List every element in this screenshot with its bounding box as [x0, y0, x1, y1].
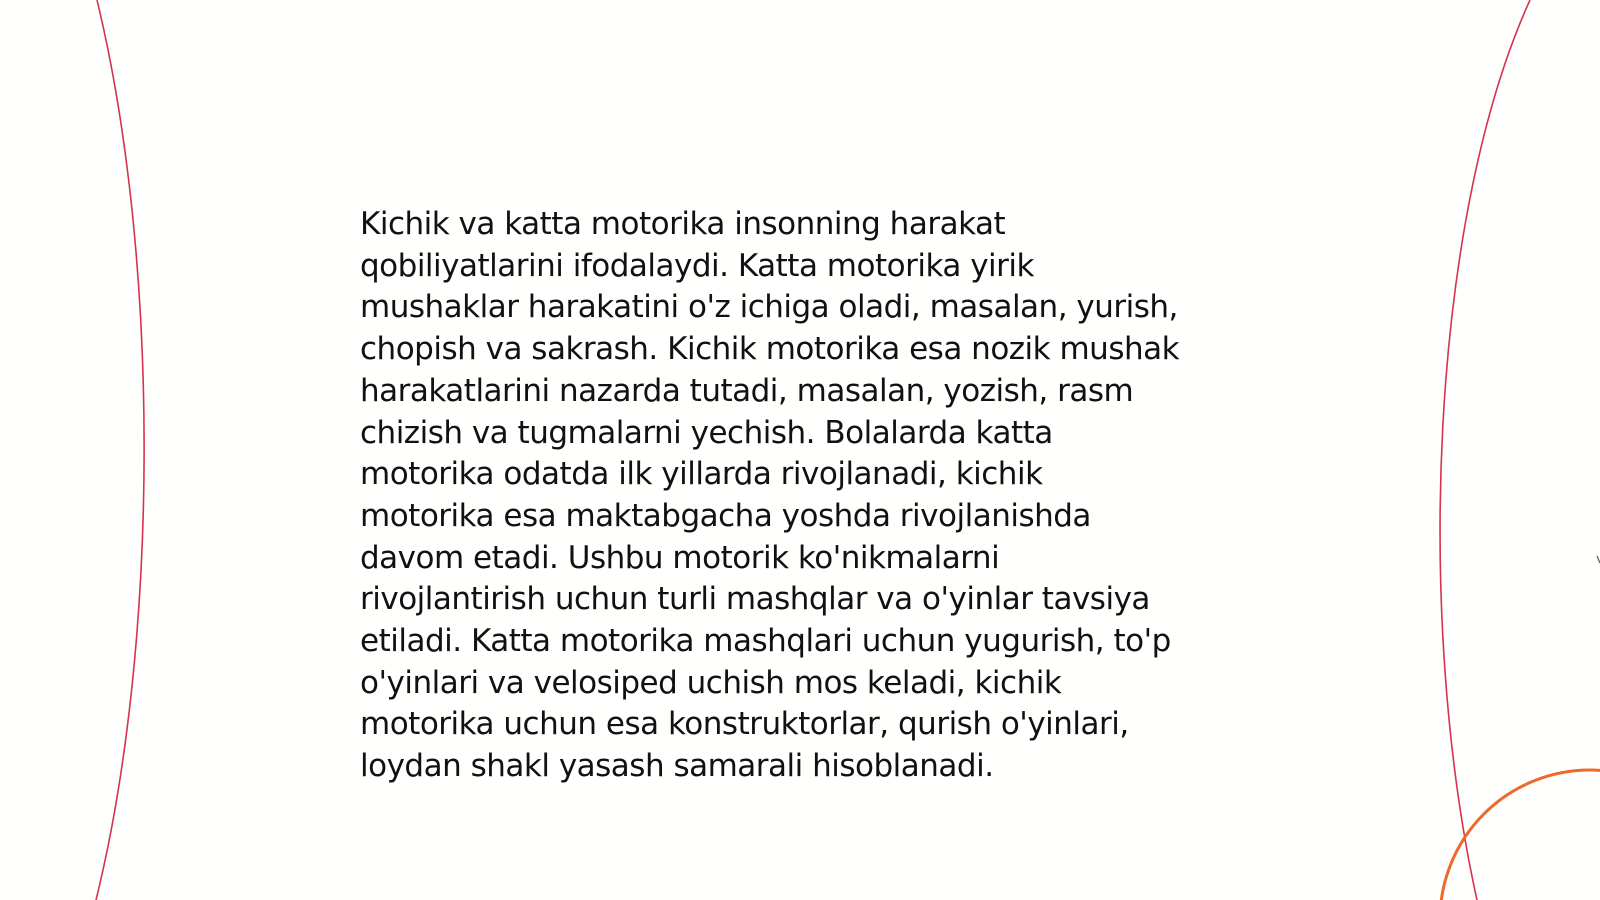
text-line: motorika odatda ilk yillarda rivojlanadi, kichik — [360, 456, 1043, 493]
text-line: motorika esa maktabgacha yoshda rivojlanishda — [360, 497, 1091, 534]
body-paragraph — [360, 204, 1260, 788]
text-line: o'yinlari va velosiped uchish mos keladi, kichik — [360, 664, 1062, 701]
text-line: qobiliyatlarini ifodalaydi. Katta motorika yirik — [360, 247, 1034, 284]
text-line: mushaklar harakatini o'z ichiga oladi, masalan, yurish, — [360, 289, 1178, 326]
text-line: davom etadi. Ushbu motorik ko'nikmalarni — [360, 539, 1000, 576]
text-line: chizish va tugmalarni yechish. Bolalarda katta — [360, 414, 1053, 451]
right-decorative-curve — [1440, 0, 1530, 900]
text-line: chopish va sakrash. Kichik motorika esa nozik mushak — [360, 331, 1180, 368]
text-line: motorika uchun esa konstruktorlar, qurish o'yinlari, — [360, 706, 1129, 743]
left-decorative-curve — [96, 0, 144, 900]
text-line: rivojlantirish uchun turli mashqlar va o'yinlar tavsiya — [360, 581, 1150, 618]
text-line: harakatlarini nazarda tutadi, masalan, yozish, rasm — [360, 372, 1134, 409]
text-line: Kichik va katta motorika insonning harakat — [360, 206, 1006, 242]
text-line: etiladi. Katta motorika mashqlari uchun yugurish, to'p — [360, 623, 1171, 660]
text-line: loydan shakl yasash samarali hisoblanadi. — [360, 748, 994, 785]
